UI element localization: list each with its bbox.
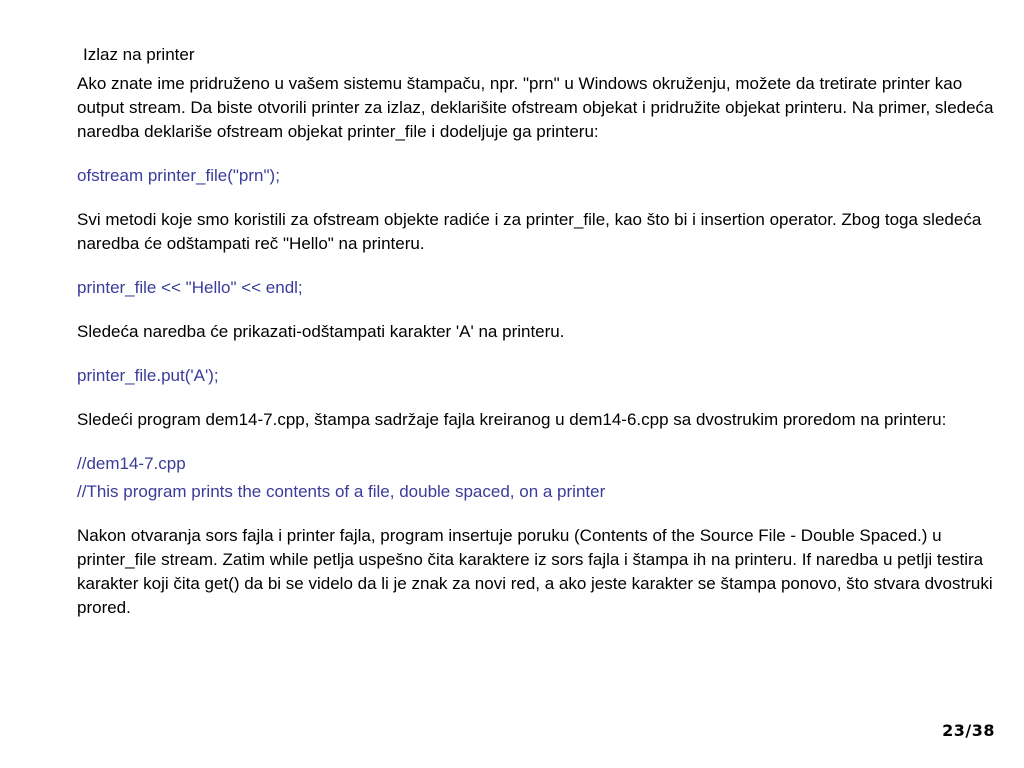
page-number: 23/38 [942, 721, 995, 740]
paragraph-methods: Svi metodi koje smo koristili za ofstream objekte radiće i za printer_file, kao što bi i insertion operator. Zbog toga sledeća naredba će odštampati reč "Hello" na printeru. [77, 210, 982, 253]
paragraph-program-explanation: Nakon otvaranja sors fajla i printer fajla, program insertuje poruku (Contents of the Source File - Double Spaced.) u printer_file stream. Zatim while petlja uspešno čita karaktere iz sors fajla i štampa ih na printeru. If naredba u petlji testira karakter koji čita get() da bi se videlo da li je znak za novi red, a ako jeste karakter se štampa ponovo, što stvara dvostruki prored. [77, 526, 993, 617]
code-comment-filename: //dem14-7.cpp [77, 454, 186, 473]
code-ofstream-declaration: ofstream printer_file("prn"); [77, 166, 280, 185]
code-put-a: printer_file.put('A'); [77, 366, 219, 385]
paragraph-printer-intro: Ako znate ime pridruženo u vašem sistemu štampaču, npr. "prn" u Windows okruženju, možete da tretirate printer kao output stream. Da biste otvorili printer za izlaz, deklarišite ofstream objekat i pridružite objekat printeru. Na primer, sledeća naredba deklariše ofstream objekat printer_file i dodeljuje ga printeru: [77, 74, 994, 141]
paragraph-program-intro: Sledeći program dem14-7.cpp, štampa sadržaje fajla kreiranog u dem14-6.cpp sa dvostrukim proredom na printeru: [77, 410, 947, 429]
code-hello-insertion: printer_file << "Hello" << endl; [77, 278, 303, 297]
paragraph-put-character: Sledeća naredba će prikazati-odštampati karakter 'A' na printeru. [77, 322, 565, 341]
code-comment-description: //This program prints the contents of a file, double spaced, on a printer [77, 482, 606, 501]
slide-title: Izlaz na printer [83, 45, 195, 64]
slide-content [77, 43, 997, 640]
